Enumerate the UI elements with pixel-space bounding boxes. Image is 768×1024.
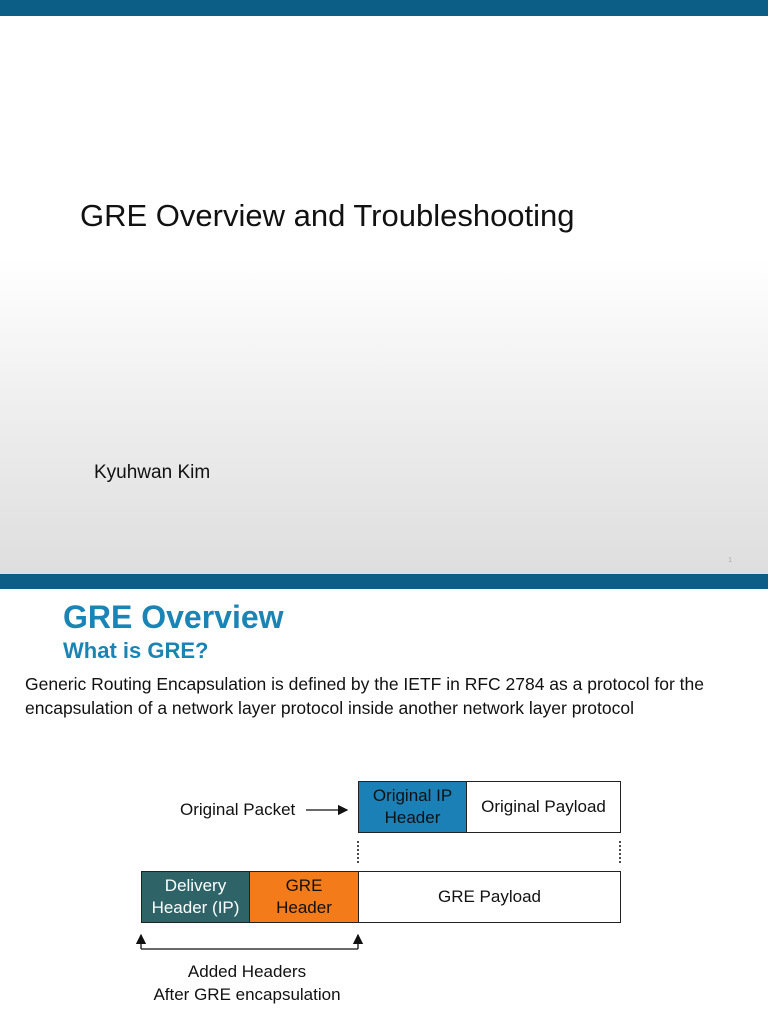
page-number: 1 (728, 557, 732, 564)
slide-heading: GRE Overview (63, 599, 284, 635)
original-payload-label: Original Payload (481, 797, 606, 816)
overview-slide (0, 574, 768, 1024)
gre-payload-label: GRE Payload (438, 887, 541, 906)
original-packet-label: Original Packet (180, 800, 296, 819)
gre-header-line-1: GRE (285, 876, 323, 895)
original-ip-header-line-1: Original IP (372, 786, 453, 805)
slide-subheading: What is GRE? (63, 638, 209, 663)
added-headers-line-1: Added Headers (187, 962, 307, 981)
definition-text: Generic Routing Encapsulation is defined by the IETF in RFC 2784 as a protocol for the encapsulation of a network layer protocol inside another network layer protocol (25, 674, 704, 718)
top-bar (0, 0, 768, 16)
added-headers-line-2: After GRE encapsulation (153, 985, 341, 1004)
slide-title: GRE Overview and Troubleshooting (80, 198, 575, 233)
diagram-connectors (0, 574, 768, 1024)
added-headers-caption (153, 960, 340, 1006)
delivery-header-line-1: Delivery (164, 876, 227, 895)
gre-header-line-2: Header (276, 898, 332, 917)
delivery-header-line-2: Header (IP) (151, 898, 240, 917)
author-name: Kyuhwan Kim (94, 462, 211, 483)
original-ip-header-line-2: Header (384, 808, 441, 827)
